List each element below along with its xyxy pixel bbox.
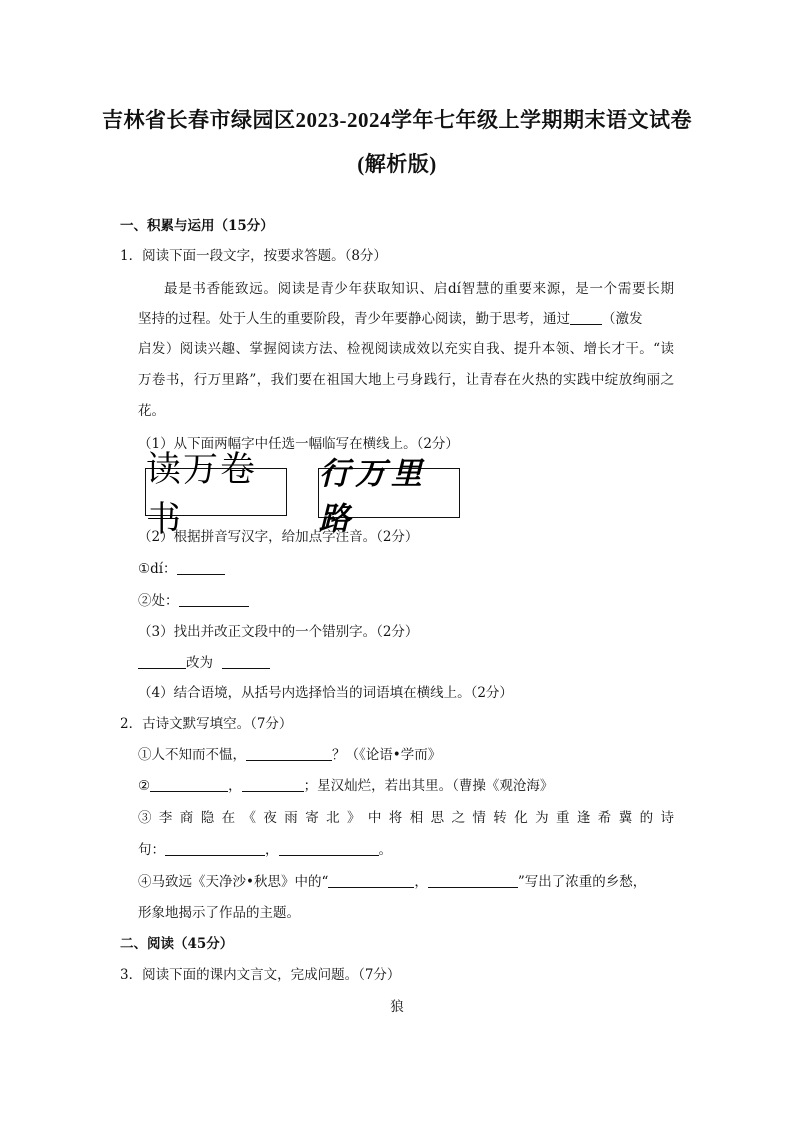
q2-item3-blank1[interactable] xyxy=(165,841,265,856)
exam-subtitle: (解析版) xyxy=(357,152,437,176)
q2-item3-line2 xyxy=(138,840,392,860)
q2-item3-line1: ③李商隐在《夜雨寄北》中将相思之情转化为重逢希冀的诗 xyxy=(138,810,674,826)
q2-item4-tail: ”写出了浓重的乡愁， xyxy=(517,874,647,890)
exam-title: 吉林省长春市绿园区2023-2024学年七年级上学期期末语文试卷 xyxy=(102,108,692,132)
sub3-wrong-blank[interactable] xyxy=(138,654,186,669)
q1-sub4: （4）结合语境，从括号内选择恰当的词语填在横线上。（2分） xyxy=(138,685,513,701)
q2-item2-comma: ， xyxy=(228,778,242,794)
text-title: 狼 xyxy=(390,999,404,1015)
q2-item1-text: ①人不知而不愠， xyxy=(138,747,246,763)
section1-heading: 一、积累与运用（15分） xyxy=(120,218,274,234)
q2-item2-blank2[interactable] xyxy=(242,777,304,792)
q2-stem: 2．古诗文默写填空。（7分） xyxy=(120,716,293,732)
q2-item2 xyxy=(138,776,553,796)
calligraphy-text-1: 读万卷书 xyxy=(146,450,258,540)
q2-item2-blank1[interactable] xyxy=(150,777,228,792)
q1-passage-line3: 启发）阅读兴趣、掌握阅读方法、检视阅读成效以充实自我、提升本领、增长才干。“读 xyxy=(138,341,674,357)
q2-item3-comma: ， xyxy=(265,842,279,858)
q2-item4-text: ④马致远《天净沙•秋思》中的“ xyxy=(138,874,329,890)
q1-sub2-item-a xyxy=(138,559,225,579)
q3-stem: 3．阅读下面的课内文言文，完成问题。（7分） xyxy=(120,967,401,983)
sub3-correct-blank[interactable] xyxy=(222,654,270,669)
q2-item2-num: ② xyxy=(138,778,151,794)
sub2-a-blank[interactable] xyxy=(177,560,225,575)
q1-passage-line1: 最是书香能致远。阅读是青少年获取知识、启dí智慧的重要来源，是一个需要长期 xyxy=(164,281,674,297)
sub2-b-blank[interactable] xyxy=(179,592,249,607)
q2-item4-line1 xyxy=(138,872,646,892)
q1-stem: 1．阅读下面一段文字，按要求答题。（8分） xyxy=(120,248,387,264)
q1-sub3-answer xyxy=(138,653,270,673)
passage-blank[interactable] xyxy=(570,310,602,325)
q1-passage-line4: 万卷书，行万里路”，我们要在祖国大地上弓身践行，让青春在火热的实践中绽放绚丽之 xyxy=(138,372,674,388)
q1-passage-line2 xyxy=(138,309,678,329)
q2-item1-source: ？（《论语•学而》 xyxy=(332,747,442,763)
q1-sub2-item-b xyxy=(138,591,249,611)
sub2-a-label: ①dí： xyxy=(138,561,177,577)
passage-choice: （激发 xyxy=(602,311,643,327)
q2-item1-blank[interactable] xyxy=(246,746,332,761)
q1-passage-line5: 花。 xyxy=(138,403,165,419)
q2-item1 xyxy=(138,745,441,765)
sub2-b-label: ②处： xyxy=(138,593,179,609)
passage-line2-text: 坚持的过程。处于人生的重要阶段，青少年要静心阅读，勤于思考，通过 xyxy=(138,311,570,327)
q2-item3-end: 。 xyxy=(378,842,392,858)
q1-sub3: （3）找出并改正文段中的一个错别字。（2分） xyxy=(138,624,419,640)
q2-item2-text: ；星汉灿烂，若出其里。（曹操《观沧海》 xyxy=(303,778,554,794)
q1-sub2: （2）根据拼音写汉字，给加点字注音。（2分） xyxy=(138,529,419,545)
q2-item4-blank2[interactable] xyxy=(428,873,518,888)
q1-sub1: （1）从下面两幅字中任选一幅临写在横线上。（2分） xyxy=(138,436,459,452)
sub3-change-label: 改为 xyxy=(186,655,213,671)
q2-item3-blank2[interactable] xyxy=(279,841,379,856)
q2-item4-line2: 形象地揭示了作品的主题。 xyxy=(138,905,300,921)
q2-item4-blank1[interactable] xyxy=(328,873,414,888)
calligraphy-text-2: 行万里路 xyxy=(319,456,427,537)
section2-heading: 二、阅读（45分） xyxy=(120,936,234,952)
calligraphy-sample-2 xyxy=(318,456,460,537)
q2-item4-comma: ， xyxy=(414,874,428,890)
q2-item3-label: 句： xyxy=(138,842,165,858)
calligraphy-sample-1 xyxy=(145,450,287,540)
